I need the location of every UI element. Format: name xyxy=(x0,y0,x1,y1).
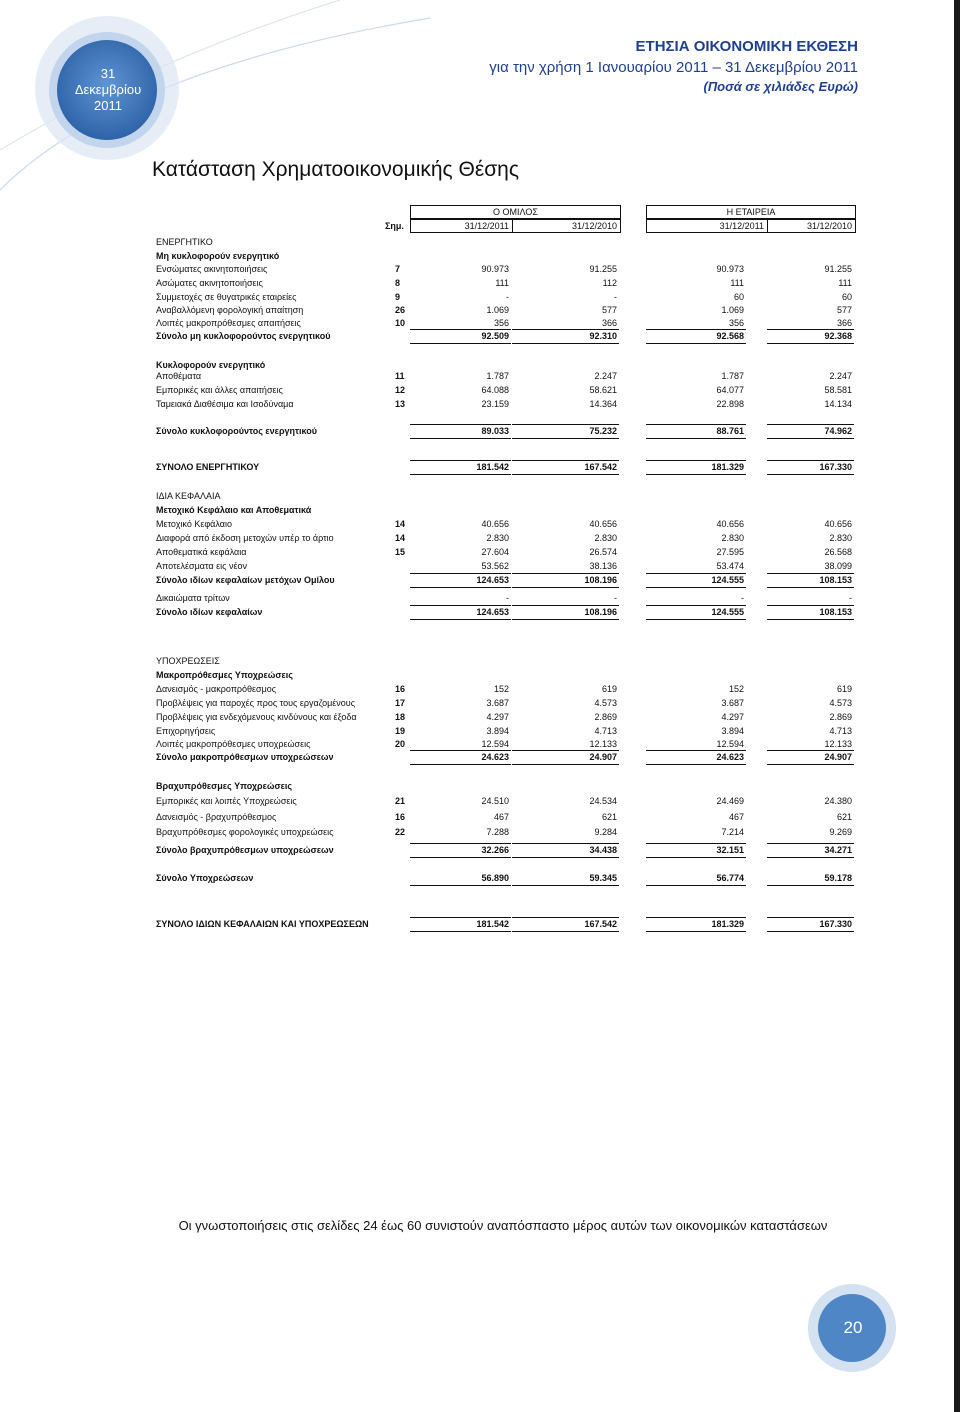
page-number: 20 xyxy=(843,1318,863,1337)
grand-total-overline xyxy=(410,460,511,461)
total-underline xyxy=(410,474,511,475)
sum-rule xyxy=(512,424,619,425)
sum-rule xyxy=(767,605,854,606)
row-label: Ταμειακά Διαθέσιμα και Ισοδύναμα xyxy=(156,399,294,409)
total-underline xyxy=(767,474,854,475)
total-label: Σύνολο ιδίων κεφαλαίων xyxy=(156,607,263,617)
value-cell: 1.787 xyxy=(721,371,744,381)
row-label: Λοιπές μακροπρόθεσμες υποχρεώσεις xyxy=(156,739,311,749)
value-cell: 24.469 xyxy=(716,796,744,806)
value-cell: 167.542 xyxy=(584,919,617,929)
value-cell: 40.656 xyxy=(824,519,852,529)
row-label: Αποτελέσματα εις νέον xyxy=(156,561,247,571)
date-badge-month: Δεκεμβρίου xyxy=(74,82,142,97)
value-cell: 89.033 xyxy=(481,426,509,436)
total-underline xyxy=(646,438,746,439)
value-cell: 92.368 xyxy=(824,331,852,341)
value-cell: - xyxy=(506,593,509,603)
value-cell: 40.656 xyxy=(716,519,744,529)
value-cell: 2.830 xyxy=(721,533,744,543)
grand-total-overline xyxy=(410,917,511,918)
value-cell: 181.329 xyxy=(711,919,744,929)
note-header: Σημ. xyxy=(385,221,404,231)
value-cell: 91.255 xyxy=(824,264,852,274)
row-label: Διαφορά από έκδοση μετοχών υπέρ το άρτιο xyxy=(156,533,334,543)
sum-rule xyxy=(767,424,854,425)
sum-rule xyxy=(410,329,511,330)
sum-rule xyxy=(767,750,854,751)
value-cell: 14.134 xyxy=(824,399,852,409)
note-ref: 14 xyxy=(395,519,406,529)
row-label: Αναβαλλόμενη φορολογική απαίτηση xyxy=(156,305,304,315)
sum-rule xyxy=(767,843,854,844)
value-cell: 92.509 xyxy=(481,331,509,341)
total-underline xyxy=(512,474,619,475)
row-label: Ασώματες ακινητοποιήσεις xyxy=(156,278,263,288)
value-cell: 22.898 xyxy=(716,399,744,409)
value-cell: 108.153 xyxy=(819,607,852,617)
value-cell: 59.345 xyxy=(589,873,617,883)
total-underline xyxy=(646,587,746,588)
value-cell: 619 xyxy=(601,684,617,694)
value-cell: 24.380 xyxy=(824,796,852,806)
value-cell: 24.907 xyxy=(824,752,852,762)
sum-rule xyxy=(410,605,511,606)
note-ref: 14 xyxy=(395,533,406,543)
total-underline xyxy=(410,885,511,886)
value-cell: 124.555 xyxy=(711,607,744,617)
value-cell: 60 xyxy=(841,292,852,302)
value-cell: 4.573 xyxy=(594,698,617,708)
page-title: Κατάσταση Χρηματοοικονομικής Θέσης xyxy=(152,158,519,181)
value-cell: 7.214 xyxy=(721,827,744,837)
note-ref: 21 xyxy=(395,796,406,806)
note-ref: 20 xyxy=(395,739,406,749)
value-cell: 111 xyxy=(730,278,744,288)
grand-total-overline xyxy=(646,917,746,918)
grand-total-overline xyxy=(767,917,854,918)
value-cell: 27.595 xyxy=(716,547,744,557)
total-label: ΣΥΝΟΛΟ ΕΝΕΡΓΗΤΙΚΟΥ xyxy=(156,462,260,472)
value-cell: 181.542 xyxy=(476,919,509,929)
total-underline xyxy=(410,764,511,765)
note-ref: 12 xyxy=(395,385,406,395)
sum-rule xyxy=(512,573,619,574)
total-underline xyxy=(646,619,746,620)
value-cell: - xyxy=(741,593,744,603)
sum-rule xyxy=(410,424,511,425)
sum-rule xyxy=(512,750,619,751)
value-cell: 356 xyxy=(728,318,744,328)
total-underline xyxy=(512,619,619,620)
value-cell: 2.830 xyxy=(829,533,852,543)
total-underline xyxy=(410,343,511,344)
note-ref: 16 xyxy=(395,684,406,694)
note-ref: 9 xyxy=(395,292,401,302)
value-cell: 167.542 xyxy=(584,462,617,472)
note-ref: 11 xyxy=(395,371,405,381)
value-cell: 38.099 xyxy=(824,561,852,571)
total-underline xyxy=(512,931,619,932)
sum-rule xyxy=(646,329,746,330)
total-label: Σύνολο κυκλοφορούντος ενεργητικού xyxy=(156,426,317,436)
value-cell: 111 xyxy=(495,278,509,288)
section-heading: Μη κυκλοφορούν ενεργητικό xyxy=(156,251,280,261)
note-ref: 19 xyxy=(395,726,406,736)
value-cell: 111 xyxy=(838,278,852,288)
total-underline xyxy=(646,931,746,932)
date-badge-year: 2011 xyxy=(94,98,122,113)
row-label: Επιχορηγήσεις xyxy=(156,726,216,736)
value-cell: 92.310 xyxy=(589,331,617,341)
value-cell: 467 xyxy=(493,812,509,822)
note-ref: 26 xyxy=(395,305,406,315)
sum-rule xyxy=(646,843,746,844)
value-cell: 4.713 xyxy=(594,726,617,736)
report-period: για την χρήση 1 Ιανουαρίου 2011 – 31 Δεκεμβρίου 2011 xyxy=(489,59,858,76)
note-ref: 17 xyxy=(395,698,406,708)
value-cell: 40.656 xyxy=(589,519,617,529)
sum-rule xyxy=(767,329,854,330)
note-ref: 7 xyxy=(395,264,401,274)
total-underline xyxy=(512,587,619,588)
value-cell: 59.178 xyxy=(824,873,852,883)
value-cell: 1.069 xyxy=(721,305,744,315)
value-cell: 9.284 xyxy=(594,827,617,837)
value-cell: 9.269 xyxy=(829,827,852,837)
section-heading: Κυκλοφορούν ενεργητικό xyxy=(156,360,266,370)
grand-total-overline xyxy=(646,460,746,461)
value-cell: 2.830 xyxy=(486,533,509,543)
row-label: Συμμετοχές σε θυγατρικές εταιρείες xyxy=(156,292,297,302)
value-cell: 577 xyxy=(601,305,617,315)
value-cell: 4.297 xyxy=(486,712,509,722)
value-cell: 14.364 xyxy=(589,399,617,409)
grand-total-overline xyxy=(512,460,619,461)
note-ref: 13 xyxy=(395,399,406,409)
value-cell: 621 xyxy=(836,812,852,822)
row-label: Αποθεματικά κεφάλαια xyxy=(156,547,247,557)
sum-rule xyxy=(410,750,511,751)
value-cell: 181.329 xyxy=(711,462,744,472)
value-cell: 91.255 xyxy=(589,264,617,274)
row-label: Ενσώματες ακινητοποιήσεις xyxy=(156,264,268,274)
total-underline xyxy=(410,619,511,620)
value-cell: 108.153 xyxy=(819,575,852,585)
report-title: ΕΤΗΣΙΑ ΟΙΚΟΝΟΜΙΚΗ ΕΚΘΕΣΗ xyxy=(635,38,858,55)
section-heading: ΕΝΕΡΓΗΤΙΚΟ xyxy=(156,237,213,247)
value-cell: 90.973 xyxy=(716,264,744,274)
sum-rule xyxy=(646,573,746,574)
sum-rule xyxy=(767,573,854,574)
note-ref: 22 xyxy=(395,827,406,837)
group-header: Ο ΟΜΙΛΟΣ xyxy=(493,207,538,217)
sum-rule xyxy=(512,329,619,330)
total-underline xyxy=(410,857,511,858)
value-cell: 40.656 xyxy=(481,519,509,529)
value-cell: 366 xyxy=(836,318,852,328)
row-label: Δανεισμός - μακροπρόθεσμος xyxy=(156,684,277,694)
total-underline xyxy=(767,857,854,858)
row-label: Προβλέψεις για παροχές προς τους εργαζομένους xyxy=(156,698,356,708)
value-cell: 366 xyxy=(601,318,617,328)
value-cell: 112 xyxy=(602,278,617,288)
value-cell: 3.894 xyxy=(486,726,509,736)
page-edge-bar xyxy=(954,0,960,1412)
value-cell: 34.271 xyxy=(824,845,852,855)
value-cell: 3.894 xyxy=(721,726,744,736)
value-cell: 24.510 xyxy=(481,796,509,806)
value-cell: - xyxy=(506,292,509,302)
row-label: Προβλέψεις για ενδεχόμενους κινδύνους και έξοδα xyxy=(156,712,357,722)
value-cell: 34.438 xyxy=(589,845,617,855)
value-cell: 88.761 xyxy=(716,426,744,436)
value-cell: 2.869 xyxy=(829,712,852,722)
value-cell: 4.713 xyxy=(829,726,852,736)
value-cell: 56.890 xyxy=(481,873,509,883)
value-cell: 152 xyxy=(493,684,509,694)
section-heading: ΥΠΟΧΡΕΩΣΕΙΣ xyxy=(156,656,220,666)
report-units: (Ποσά σε χιλιάδες Ευρώ) xyxy=(703,79,858,94)
value-cell: 1.787 xyxy=(486,371,509,381)
value-cell: 24.623 xyxy=(716,752,744,762)
value-cell: 3.687 xyxy=(486,698,509,708)
note-ref: 8 xyxy=(395,278,401,288)
value-cell: 2.247 xyxy=(829,371,852,381)
value-cell: 24.534 xyxy=(589,796,617,806)
total-underline xyxy=(767,764,854,765)
sum-rule xyxy=(410,573,511,574)
value-cell: 7.288 xyxy=(486,827,509,837)
total-underline xyxy=(646,857,746,858)
value-cell: 152 xyxy=(728,684,744,694)
total-underline xyxy=(512,438,619,439)
value-cell: 23.159 xyxy=(481,399,509,409)
date-badge xyxy=(58,66,158,114)
company-header: Η ΕΤΑΙΡΕΙΑ xyxy=(726,207,776,217)
value-cell: 64.077 xyxy=(716,385,744,395)
value-cell: 124.653 xyxy=(476,575,509,585)
sum-rule xyxy=(512,843,619,844)
value-cell: 356 xyxy=(493,318,509,328)
value-cell: 2.869 xyxy=(594,712,617,722)
row-label: Δικαιώματα τρίτων xyxy=(156,593,230,603)
value-cell: 2.830 xyxy=(594,533,617,543)
value-cell: 32.151 xyxy=(716,845,744,855)
value-cell: 108.196 xyxy=(584,607,617,617)
value-cell: 74.962 xyxy=(824,426,852,436)
value-cell: 4.297 xyxy=(721,712,744,722)
total-underline xyxy=(767,438,854,439)
value-cell: 26.574 xyxy=(589,547,617,557)
value-cell: 24.623 xyxy=(481,752,509,762)
section-heading: Μετοχικό Κεφάλαιο και Αποθεματικά xyxy=(156,505,312,515)
row-label: Εμπορικές και λοιπές Υποχρεώσεις xyxy=(156,796,297,806)
value-cell: 75.232 xyxy=(589,426,617,436)
total-underline xyxy=(646,474,746,475)
sum-rule xyxy=(646,424,746,425)
value-cell: 124.653 xyxy=(476,607,509,617)
value-cell: 167.330 xyxy=(819,462,852,472)
value-cell: 53.562 xyxy=(481,561,509,571)
note-ref: 15 xyxy=(395,547,406,557)
grand-total-overline xyxy=(767,460,854,461)
value-cell: 24.907 xyxy=(589,752,617,762)
total-underline xyxy=(767,931,854,932)
total-underline xyxy=(767,343,854,344)
row-label: Δανεισμός - βραχυπρόθεσμος xyxy=(156,812,277,822)
value-cell: 26.568 xyxy=(824,547,852,557)
value-cell: 60 xyxy=(733,292,744,302)
value-cell: - xyxy=(849,593,852,603)
total-label: Σύνολο ιδίων κεφαλαίων μετόχων Ομίλου xyxy=(156,575,335,585)
total-underline xyxy=(410,931,511,932)
row-label: Βραχυπρόθεσμες φορολογικές υποχρεώσεις xyxy=(156,827,334,837)
total-label: Σύνολο βραχυπρόθεσμων υποχρεώσεων xyxy=(156,845,334,855)
value-cell: 12.133 xyxy=(824,739,852,749)
date-col-2: 31/12/2010 xyxy=(571,221,617,231)
section-heading: Μακροπρόθεσμες Υποχρεώσεις xyxy=(156,670,293,680)
value-cell: 56.774 xyxy=(716,873,744,883)
sum-rule xyxy=(646,605,746,606)
total-underline xyxy=(646,764,746,765)
date-col-1: 31/12/2011 xyxy=(464,221,509,231)
value-cell: 58.581 xyxy=(824,385,852,395)
total-label: Σύνολο μακροπρόθεσμων υποχρεώσεων xyxy=(156,752,334,762)
row-label: Λοιπές μακροπρόθεσμες απαιτήσεις xyxy=(156,318,301,328)
date-col-4: 31/12/2010 xyxy=(806,221,852,231)
note-ref: 10 xyxy=(395,318,406,328)
total-underline xyxy=(512,343,619,344)
value-cell: 12.594 xyxy=(716,739,744,749)
section-heading: ΙΔΙΑ ΚΕΦΑΛΑΙΑ xyxy=(156,491,221,501)
total-underline xyxy=(512,857,619,858)
value-cell: 64.088 xyxy=(481,385,509,395)
total-label: Σύνολο Υποχρεώσεων xyxy=(156,873,254,883)
value-cell: 27.604 xyxy=(481,547,509,557)
value-cell: 58.621 xyxy=(589,385,617,395)
total-underline xyxy=(410,587,511,588)
total-underline xyxy=(512,764,619,765)
value-cell: 108.196 xyxy=(584,575,617,585)
value-cell: 621 xyxy=(601,812,617,822)
value-cell: 12.594 xyxy=(481,739,509,749)
value-cell: 181.542 xyxy=(476,462,509,472)
total-underline xyxy=(767,885,854,886)
value-cell: 467 xyxy=(728,812,744,822)
sum-rule xyxy=(646,750,746,751)
sum-rule xyxy=(512,605,619,606)
total-underline xyxy=(767,619,854,620)
section-heading: Βραχυπρόθεσμες Υποχρεώσεις xyxy=(156,781,293,791)
value-cell: 90.973 xyxy=(481,264,509,274)
total-underline xyxy=(646,885,746,886)
value-cell: 38.136 xyxy=(589,561,617,571)
value-cell: - xyxy=(614,593,617,603)
footer-note: Οι γνωστοποιήσεις στις σελίδες 24 έως 60 συνιστούν αναπόσπαστο μέρος αυτών των οικονομικών καταστάσεων xyxy=(178,1218,828,1233)
value-cell: 4.573 xyxy=(829,698,852,708)
sum-rule xyxy=(410,843,511,844)
note-ref: 18 xyxy=(395,712,406,722)
row-label: Μετοχικό Κεφάλαιο xyxy=(156,519,232,529)
value-cell: 577 xyxy=(836,305,852,315)
value-cell: 1.069 xyxy=(486,305,509,315)
total-underline xyxy=(410,438,511,439)
value-cell: 32.266 xyxy=(481,845,509,855)
value-cell: 167.330 xyxy=(819,919,852,929)
date-badge-day: 31 xyxy=(100,66,116,81)
date-col-3: 31/12/2011 xyxy=(719,221,764,231)
total-label: Σύνολο μη κυκλοφορούντος ενεργητικού xyxy=(156,331,331,341)
value-cell: 619 xyxy=(836,684,852,694)
value-cell: 92.568 xyxy=(716,331,744,341)
value-cell: 53.474 xyxy=(716,561,744,571)
total-label: ΣΥΝΟΛΟ ΙΔΙΩΝ ΚΕΦΑΛΑΙΩΝ ΚΑΙ ΥΠΟΧΡΕΩΣΕΩΝ xyxy=(156,919,369,929)
total-underline xyxy=(767,587,854,588)
row-label: Αποθέματα xyxy=(156,371,202,381)
value-cell: 3.687 xyxy=(721,698,744,708)
total-underline xyxy=(512,885,619,886)
value-cell: 124.555 xyxy=(711,575,744,585)
row-label: Εμπορικές και άλλες απαιτήσεις xyxy=(156,385,283,395)
total-underline xyxy=(646,343,746,344)
value-cell: 12.133 xyxy=(589,739,617,749)
note-ref: 16 xyxy=(395,812,406,822)
grand-total-overline xyxy=(512,917,619,918)
value-cell: - xyxy=(614,292,617,302)
value-cell: 2.247 xyxy=(594,371,617,381)
